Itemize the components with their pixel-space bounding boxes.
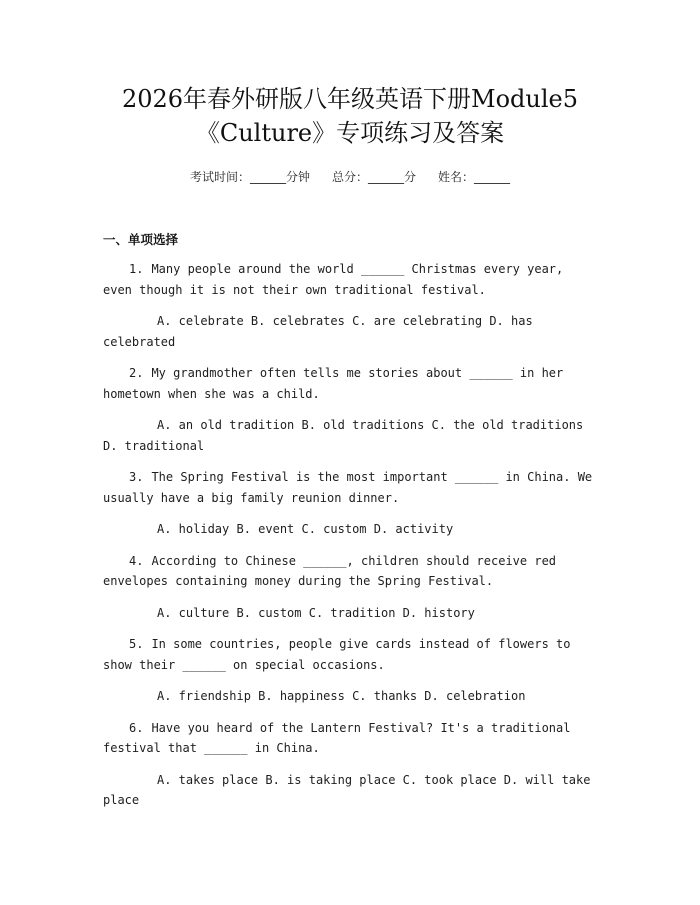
question-item — [103, 467, 595, 540]
question-number: 2. — [129, 366, 144, 380]
question-stem — [103, 718, 595, 759]
question-stem — [103, 634, 595, 675]
page-title — [40, 82, 660, 150]
question-options: A. an old tradition B. old traditions C. the old traditions D. traditional — [103, 418, 584, 453]
question-text: The Spring Festival is the most important ______ in China. We usually have a big family reunion dinner. — [103, 470, 593, 505]
question-list — [103, 259, 595, 822]
question-item — [103, 634, 595, 707]
question-options: A. takes place B. is taking place C. took place D. will take place — [103, 772, 591, 807]
student-name-field: 姓名：______ — [438, 170, 511, 184]
question-stem — [103, 467, 595, 508]
question-stem — [103, 551, 595, 592]
total-score-field: 总分：______分 — [331, 170, 416, 184]
question-number: 6. — [129, 720, 144, 735]
question-options: A. celebrate B. celebrates C. are celebrating D. has celebrated — [103, 314, 533, 349]
question-number: 4. — [129, 553, 144, 568]
question-text: My grandmother often tells me stories about ______ in her hometown when she was a child. — [103, 366, 564, 401]
question-options: A. friendship B. happiness C. thanks D. celebration — [157, 689, 526, 703]
question-options: A. holiday B. event C. custom D. activity — [157, 522, 454, 536]
question-stem — [103, 363, 595, 404]
question-number: 1. — [129, 262, 144, 276]
exam-meta — [0, 168, 700, 185]
question-number: 3. — [129, 470, 144, 484]
question-text: In some countries, people give cards instead of flowers to show their ______ on special occasions. — [103, 637, 571, 672]
question-text: Many people around the world ______ Christmas every year, even though it is not their own traditional festival. — [103, 262, 564, 297]
section-heading: 一、单项选择 — [103, 232, 179, 247]
title-line-1: 2026年春外研版八年级英语下册Module5 — [121, 85, 579, 113]
question-stem — [103, 259, 595, 300]
question-item — [103, 551, 595, 624]
question-item — [103, 363, 595, 456]
question-number: 5. — [129, 637, 144, 651]
question-item — [103, 718, 595, 811]
question-options: A. culture B. custom C. tradition D. history — [157, 605, 475, 620]
title-line-2: 《Culture》专项练习及答案 — [195, 119, 505, 147]
question-text: According to Chinese ______, children should receive red envelopes containing money during the Spring Festival. — [103, 553, 557, 588]
question-text: Have you heard of the Lantern Festival? It's a traditional festival that ______ in China. — [103, 720, 571, 755]
exam-time-field: 考试时间：______分钟 — [189, 170, 310, 184]
question-item — [103, 259, 595, 352]
